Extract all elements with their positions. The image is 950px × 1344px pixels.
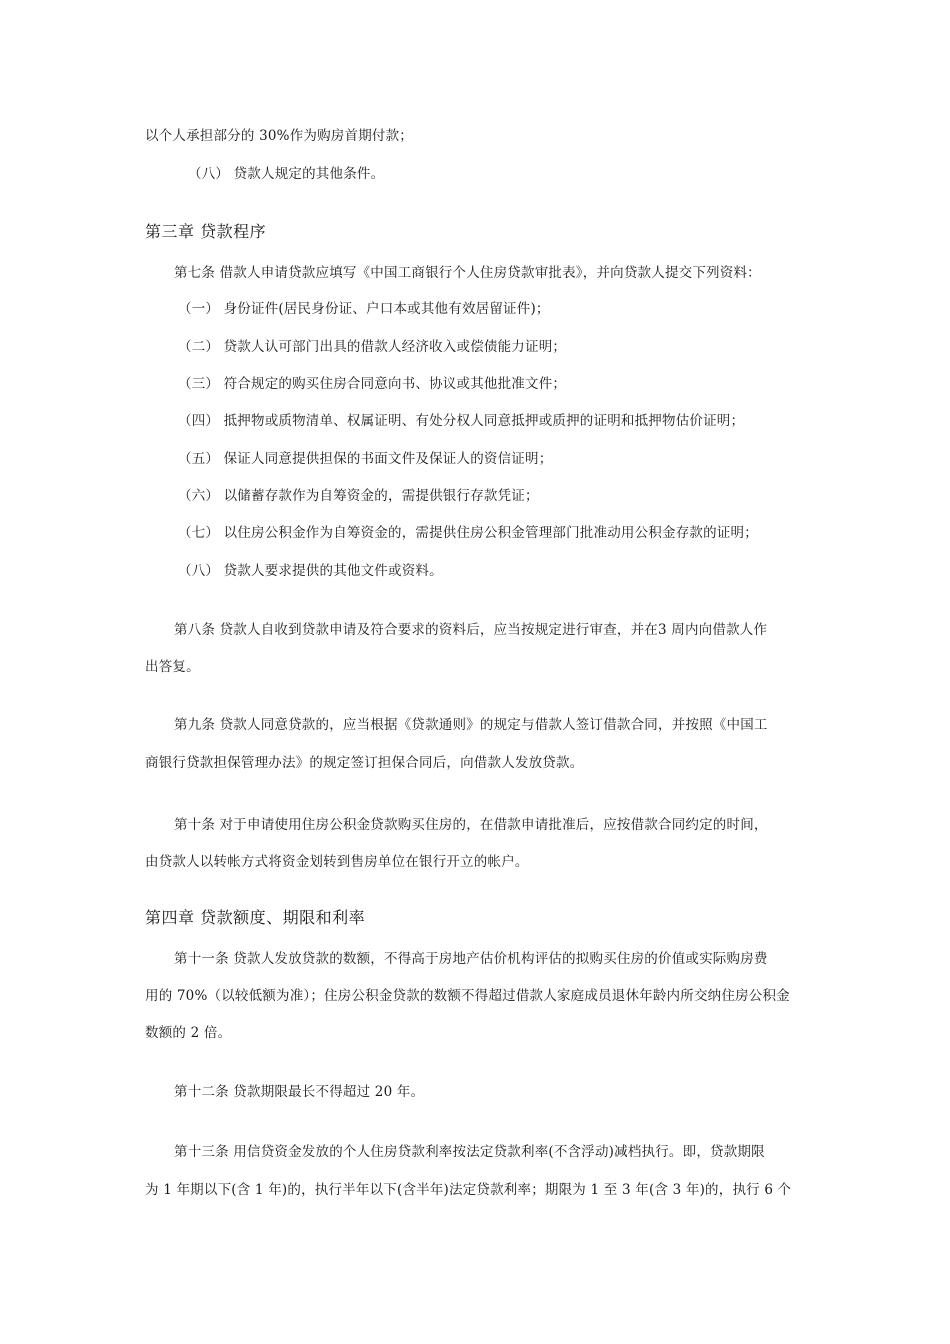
article-9-line-2: 商银行贷款担保管理办法》的规定签订担保合同后，向借款人发放贷款。 xyxy=(145,755,584,771)
article-8-line-1: 第八条 贷款人自收到贷款申请及符合要求的资料后，应当按规定进行审查，并在3 周内向借款人作 xyxy=(174,622,768,638)
article-10-line-1: 第十条 对于申请使用住房公积金贷款购买住房的，在借款申请批准后，应按借款合同约定的时间， xyxy=(174,817,768,833)
article-9-line-1: 第九条 贷款人同意贷款的，应当根据《贷款通则》的规定与借款人签订借款合同，并按照《中国工 xyxy=(174,717,768,733)
chapter-4-title: 第四章 贷款额度、期限和利率 xyxy=(145,908,366,927)
article-7-item: （四） 抵押物或质物清单、权属证明、有处分权人同意抵押或质押的证明和抵押物估价证明； xyxy=(178,413,745,429)
article-8-line-2: 出答复。 xyxy=(145,659,200,675)
item-8-prev: （八） 贷款人规定的其他条件。 xyxy=(188,166,385,182)
article-11-line-1: 第十一条 贷款人发放贷款的数额，不得高于房地产估价机构评估的拟购买住房的价值或实际购房费 xyxy=(174,951,768,967)
article-11-line-2: 用的 70%（以较低额为准）；住房公积金贷款的数额不得超过借款人家庭成员退休年龄内所交纳住房公积金 xyxy=(145,988,790,1004)
article-7-item: （八） 贷款人要求提供的其他文件或资料。 xyxy=(178,563,443,579)
article-13-line-1: 第十三条 用信贷资金发放的个人住房贷款利率按法定贷款利率(不含浮动)减档执行。即，贷款期限 xyxy=(174,1144,765,1160)
article-7: 第七条 借款人申请贷款应填写《中国工商银行个人住房贷款审批表》，并向贷款人提交下列资料： xyxy=(174,265,761,281)
article-12: 第十二条 贷款期限最长不得超过 20 年。 xyxy=(174,1084,425,1100)
article-7-item: （六） 以储蓄存款作为自筹资金的，需提供银行存款凭证； xyxy=(178,488,539,504)
article-7-item: （二） 贷款人认可部门出具的借款人经济收入或偿债能力证明； xyxy=(178,339,567,355)
article-7-item: （七） 以住房公积金作为自筹资金的，需提供住房公积金管理部门批准动用公积金存款的证明； xyxy=(178,525,758,541)
article-13-line-2: 为 1 年期以下(含 1 年)的，执行半年以下(含半年)法定贷款利率；期限为 1 至 3 年(含 3 年)的，执行 6 个 xyxy=(145,1182,792,1198)
article-7-item: （一） 身份证件(居民身份证、户口本或其他有效居留证件)； xyxy=(178,301,550,317)
article-11-line-3: 数额的 2 倍。 xyxy=(145,1025,232,1041)
article-7-item: （三） 符合规定的购买住房合同意向书、协议或其他批准文件； xyxy=(178,376,567,392)
chapter-3-title: 第三章 贷款程序 xyxy=(145,222,267,241)
intro-line: 以个人承担部分的 30%作为购房首期付款； xyxy=(145,128,413,144)
article-7-item: （五） 保证人同意提供担保的书面文件及保证人的资信证明； xyxy=(178,451,553,467)
article-10-line-2: 由贷款人以转帐方式将资金划转到售房单位在银行开立的帐户。 xyxy=(145,854,529,870)
